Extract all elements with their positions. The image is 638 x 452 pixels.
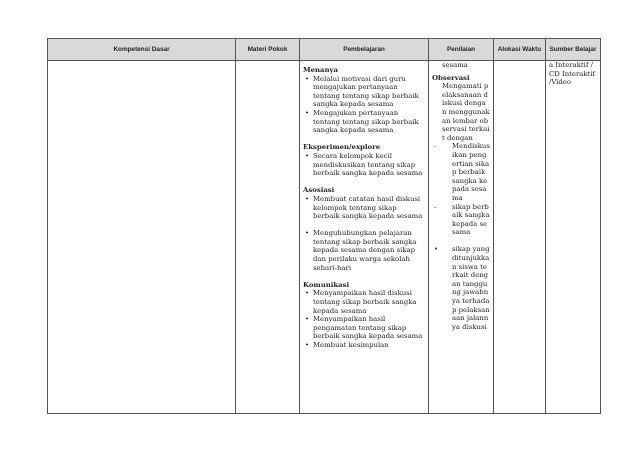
rpp-table-page (47, 38, 600, 414)
list-item: • Secara kelompok kecil mendiskusikan tentang sikap berbaik sangka kepada sesama (313, 152, 425, 178)
list-item: • Menyampaikan hasil pengamatan tentang sikap berbaik sangka kepada sesama (313, 315, 425, 341)
list-item: • Menyampaikan hasil diskusi tentang sikap berbaik sangka kepada sesama (313, 289, 425, 315)
cell-penilaian (429, 61, 494, 414)
list-item: • sikap yang ditunjukkan siswa terkait dengan tanggung jawabnya terhadap pelaksanaan jalannya diskusi (442, 245, 490, 331)
cell-materi-pokok (236, 61, 300, 414)
section-title-observasi: Observasi (432, 73, 470, 82)
header-kompetensi-dasar: Kompetensi Dasar (48, 39, 236, 61)
section-title-komunikasi: Komunikasi (303, 280, 350, 289)
rpp-table (47, 38, 601, 414)
penilaian-top-text: sesama (442, 61, 468, 69)
cell-sumber-belajar (546, 61, 601, 414)
list-item: • Melalui motivasi dari guru mengajukan pertanyaan tentang tentang sikap berbaik sangka kepada sesama (313, 75, 425, 109)
section-title-asosiasi: Asosiasi (303, 186, 335, 195)
list-item: • Membuat catatan hasil diskusi kelompok tentang sikap berbaik sangka kepada sesama (313, 195, 425, 221)
header-pembelajaran: Pembelajaran (300, 39, 429, 61)
observasi-text: Mengamati pelaksanaan diskusi dengan menggunakan lembar observasi terkait dengan (442, 82, 490, 142)
header-penilaian: Penilaian (429, 39, 494, 61)
cell-pembelajaran (300, 61, 429, 414)
section-title-menanya: Menanya (303, 66, 338, 74)
cell-alokasi-waktu (494, 61, 546, 414)
header-alokasi-waktu: Alokasi Waktu (494, 39, 546, 61)
section-title-eksperimen: Eksperimen/explore (303, 143, 381, 152)
list-item: - sikap berbaik sangka kepada sesama (442, 203, 490, 237)
list-item: - Mendiskusikan pengertian sikap berbaik sangka kepada sesama (442, 142, 490, 202)
table-header-row (48, 39, 601, 61)
list-item: • Mengajukan pertanyaan tentang tentang sikap berbaik sangka kepada sesama (313, 109, 425, 135)
list-item: • Menguhubungkan pelajaran tentang sikap berbaik sangka kepada sesama dengan sikap dan perilaku warga sekolah sehari-hari (313, 229, 425, 272)
cell-kompetensi-dasar (48, 61, 236, 414)
header-materi-pokok: Materi Pokok (236, 39, 300, 61)
sumber-text: a Interaktif /CD Interaktif /Video (549, 61, 596, 87)
list-item: • Membuat kesimpulan (313, 341, 425, 350)
header-sumber-belajar: Sumber Belajar (546, 39, 601, 61)
table-row (48, 61, 601, 414)
